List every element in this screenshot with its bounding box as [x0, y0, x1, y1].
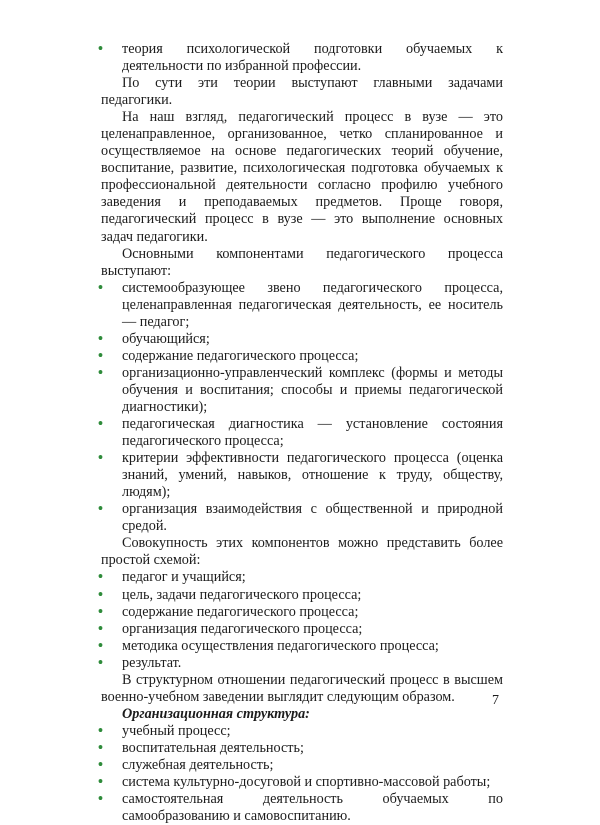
bullet-item: • педагогическая диагностика — установление состояния педагогического процесса;	[101, 416, 503, 450]
paragraph: На наш взгляд, педагогический процесс в вузе — это целенаправленное, организованное, четко спланированное и осуществляемое на основе педагогических теорий обучение, воспитание, развитие, психологическая подготовка обучаемых к профессиональной деятельности согласно профилю учебного заведения и преподаваемых предметов. Проще говоря, педагогический процесс в вузе — это выполнение основных задач педагогики.	[101, 109, 503, 245]
bullet-item: • обучающийся;	[101, 331, 503, 348]
bullet-item: • результат.	[101, 655, 503, 672]
bullet-item: • критерии эффективности педагогического процесса (оценка знаний, умений, навыков, отношение к труду, обществу, людям);	[101, 450, 503, 501]
bullet-item: • содержание педагогического процесса;	[101, 348, 503, 365]
bullet-item: • служебная деятельность;	[101, 757, 503, 774]
bullet-item: • организация взаимодействия с общественной и природной средой.	[101, 501, 503, 535]
bullet-item: • системообразующее звено педагогического процесса, целенаправленная педагогическая деятельность, ее носитель — педагог;	[101, 280, 503, 331]
bullet-item: • организационно-управленческий комплекс (формы и методы обучения и воспитания; способы и приемы педагогической диагностики);	[101, 365, 503, 416]
bullet-item: • цель, задачи педагогического процесса;	[101, 587, 503, 604]
bullet-item: • воспитательная деятельность;	[101, 740, 503, 757]
bullet-item: • организация педагогического процесса;	[101, 621, 503, 638]
bullet-item: • педагог и учащийся;	[101, 569, 503, 586]
bullet-item: • методика осуществления педагогического процесса;	[101, 638, 503, 655]
paragraph: По сути эти теории выступают главными задачами педагогики.	[101, 75, 503, 109]
page-body	[101, 41, 503, 825]
paragraph: Совокупность этих компонентов можно представить более простой схемой:	[101, 535, 503, 569]
bullet-item: • самостоятельная деятельность обучаемых по самообразованию и самовоспитанию.	[101, 791, 503, 825]
bullet-item: • теория психологической подготовки обучаемых к деятельности по избранной профессии.	[101, 41, 503, 75]
paragraph: В структурном отношении педагогический процесс в высшем военно-учебном заведении выглядит следующим образом.	[101, 671, 503, 705]
bullet-item: • учебный процесс;	[101, 723, 503, 740]
bullet-item: • содержание педагогического процесса;	[101, 604, 503, 621]
paragraph: Основными компонентами педагогического процесса выступают:	[101, 245, 503, 279]
bullet-item: • система культурно-досуговой и спортивно-массовой работы;	[101, 774, 503, 791]
section-subheading: Организационная структура:	[122, 705, 310, 722]
page-number: 7	[492, 693, 499, 708]
